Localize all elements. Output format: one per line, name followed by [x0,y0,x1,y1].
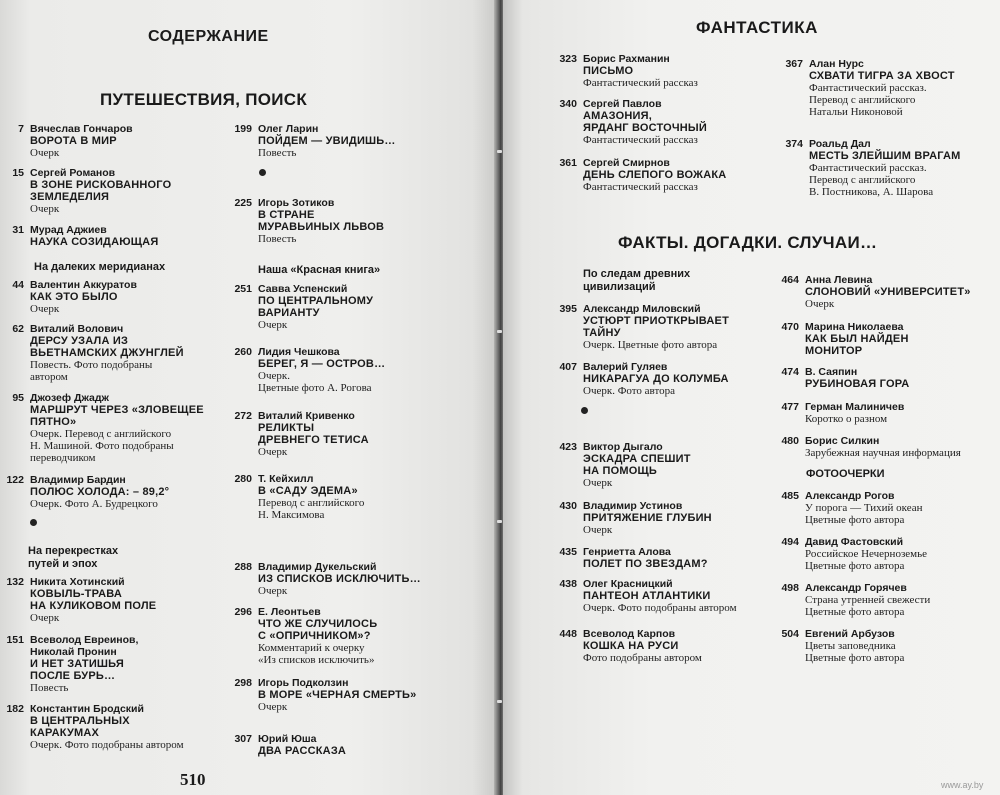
toc-author: Олег Ларин [258,123,319,135]
toc-page-number: 296 [234,606,252,618]
toc-page-number: 260 [234,346,252,358]
bullet-dot [259,169,266,176]
toc-title: МАРШРУТ ЧЕРЕЗ «ЗЛОВЕЩЕЕ ПЯТНО» [30,404,204,428]
toc-note: Страна утренней свежести Цветные фото автора [805,594,931,618]
toc-author: Виталий Кривенко [258,410,355,422]
toc-author: Анна Левина [805,274,873,286]
toc-author: Давид Фастовский [805,536,904,548]
toc-title: БЕРЕГ, Я — ОСТРОВ… [258,358,386,370]
toc-author: Олег Красницкий [583,578,673,590]
section-title-fantasy: ФАНТАСТИКА [696,18,818,37]
toc-author: Мурад Аджиев [30,224,107,236]
toc-author: В. Саяпин [805,366,858,378]
toc-title: АМАЗОНИЯ, ЯРДАНГ ВОСТОЧНЫЙ [583,110,708,134]
toc-title: КОШКА НА РУСИ [583,640,679,652]
toc-title: КАК БЫЛ НАЙДЕН МОНИТОР [805,333,909,357]
toc-title: КОВЫЛЬ-ТРАВА НА КУЛИКОВОМ ПОЛЕ [30,588,157,612]
toc-author: Генриетта Алова [583,546,671,558]
toc-page-number: 251 [234,283,252,295]
toc-note: Очерк [583,477,613,489]
toc-author: Савва Успенский [258,283,348,295]
toc-author: Роальд Дал [809,138,871,150]
toc-note: Фантастический рассказ. Перевод с английского Натальи Никоновой [809,82,927,118]
toc-page-number: 182 [6,703,24,715]
toc-author: Александр Горячев [805,582,907,594]
toc-page-number: 464 [781,274,799,286]
toc-note: Фантастический рассказ [583,134,698,146]
toc-title: ПОЛЕТ ПО ЗВЕЗДАМ? [583,558,708,570]
toc-author: Виктор Дыгало [583,441,663,453]
toc-page-number: 15 [12,167,24,179]
toc-note: Очерк [30,303,60,315]
toc-title: В «САДУ ЭДЕМА» [258,485,358,497]
toc-author: Борис Силкин [805,435,880,447]
toc-page-number: 7 [18,123,24,135]
toc-title: ДВА РАССКАЗА [258,745,347,757]
toc-author: Владимир Бардин [30,474,126,486]
toc-page-number: 504 [781,628,799,640]
toc-title: УСТЮРТ ПРИОТКРЫВАЕТ ТАЙНУ [583,315,729,339]
toc-title: ПОЛЮС ХОЛОДА: – 89,2° [30,486,170,498]
toc-author: Юрий Юша [258,733,317,745]
toc-note: Очерк. Фото автора [583,385,676,397]
toc-page-number: 95 [12,392,24,404]
toc-title: КАК ЭТО БЫЛО [30,291,118,303]
toc-author: Валентин Аккуратов [30,279,137,291]
toc-page-number: 395 [559,303,577,315]
toc-author: Марина Николаева [805,321,904,333]
right-page [503,0,1000,795]
toc-author: Лидия Чешкова [258,346,340,358]
toc-page-number: 470 [781,321,799,333]
toc-author: Всеволод Карпов [583,628,676,640]
left-page [0,0,497,795]
toc-page-number: 374 [785,138,803,150]
toc-title: И НЕТ ЗАТИШЬЯ ПОСЛЕ БУРЬ… [30,658,124,682]
toc-page-number: 430 [559,500,577,512]
toc-title: НАУКА СОЗИДАЮЩАЯ [30,236,159,248]
toc-title: ЭСКАДРА СПЕШИТ НА ПОМОЩЬ [583,453,691,477]
toc-author: Вячеслав Гончаров [30,123,133,135]
toc-author: Борис Рахманин [583,53,670,65]
toc-page-number: 132 [6,576,24,588]
toc-page-number: 307 [234,733,252,745]
toc-note: Очерк [583,524,613,536]
toc-title: ЧТО ЖЕ СЛУЧИЛОСЬ С «ОПРИЧНИКОМ»? [258,618,378,642]
subsection-photo-essays: ФОТООЧЕРКИ [806,468,885,480]
toc-page-number: 477 [781,401,799,413]
toc-page-number: 122 [6,474,24,486]
toc-title: РУБИНОВАЯ ГОРА [805,378,910,390]
toc-title: НИКАРАГУА ДО КОЛУМБА [583,373,729,385]
toc-note: Коротко о разном [805,413,888,425]
toc-note: Очерк [805,298,835,310]
toc-author: Никита Хотинский [30,576,125,588]
toc-page-number: 474 [781,366,799,378]
toc-page-number: 62 [12,323,24,335]
toc-note: Повесть [258,147,297,159]
toc-note: Очерк. Фото подобраны автором [583,602,737,614]
toc-note: Очерк. Фото подобраны автором [30,739,184,751]
toc-author: Джозеф Джадж [30,392,109,404]
toc-note: Российское Нечерноземье Цветные фото автора [805,548,928,572]
toc-author: Е. Леонтьев [258,606,321,618]
toc-title: В ЗОНЕ РИСКОВАННОГО ЗЕМЛЕДЕЛИЯ [30,179,172,203]
toc-note: Очерк [30,203,60,215]
toc-title: МЕСТЬ ЗЛЕЙШИМ ВРАГАМ [809,150,961,162]
toc-title: ПАНТЕОН АТЛАНТИКИ [583,590,711,602]
toc-title: ДЕНЬ СЛЕПОГО ВОЖАКА [583,169,727,181]
binding-stitch [497,150,502,153]
subsection-crossroads: На перекрестках путей и эпох [28,545,119,570]
toc-page-number: 272 [234,410,252,422]
toc-title: ИЗ СПИСКОВ ИСКЛЮЧИТЬ… [258,573,421,585]
toc-page-number: 280 [234,473,252,485]
toc-page-number: 448 [559,628,577,640]
toc-title: РЕЛИКТЫ ДРЕВНЕГО ТЕТИСА [258,422,369,446]
toc-author: Т. Кейхилл [258,473,314,485]
toc-author: Евгений Арбузов [805,628,895,640]
toc-title: ДЕРСУ УЗАЛА ИЗ ВЬЕТНАМСКИХ ДЖУНГЛЕЙ [30,335,184,359]
toc-author: Валерий Гуляев [583,361,668,373]
section-title-travel: ПУТЕШЕСТВИЯ, ПОИСК [100,90,308,109]
toc-author: Владимир Устинов [583,500,683,512]
toc-page-number: 199 [234,123,252,135]
toc-author: Владимир Дукельский [258,561,377,573]
toc-title: ПИСЬМО [583,65,634,77]
toc-title: СХВАТИ ТИГРА ЗА ХВОСТ [809,70,955,82]
toc-author: Виталий Волович [30,323,124,335]
toc-page-number: 361 [559,157,577,169]
toc-title: ПОЙДЕМ — УВИДИШЬ… [258,135,396,147]
binding-stitch [497,330,502,333]
toc-title: В МОРЕ «ЧЕРНАЯ СМЕРТЬ» [258,689,417,701]
toc-note: Перевод с английского Н. Максимова [258,497,365,521]
toc-note: Очерк. Перевод с английского Н. Машиной. Фото подобраны переводчиком [30,428,174,464]
toc-author: Всеволод Евреинов, Николай Пронин [30,634,139,658]
toc-page-number: 225 [234,197,252,209]
toc-page-number: 44 [12,279,24,291]
toc-author: Сергей Смирнов [583,157,670,169]
toc-page-number: 323 [559,53,577,65]
toc-author: Герман Малиничев [805,401,905,413]
toc-author: Игорь Подколзин [258,677,349,689]
toc-note: Очерк [258,319,288,331]
section-title-facts: ФАКТЫ. ДОГАДКИ. СЛУЧАИ… [618,233,878,252]
toc-author: Константин Бродский [30,703,144,715]
toc-author: Сергей Романов [30,167,116,179]
toc-title: ПРИТЯЖЕНИЕ ГЛУБИН [583,512,712,524]
binding-stitch [497,520,502,523]
toc-author: Игорь Зотиков [258,197,335,209]
toc-note: Очерк. Фото А. Будрецкого [30,498,158,510]
toc-page-number: 480 [781,435,799,447]
toc-note: Повесть [30,682,69,694]
toc-page-number: 435 [559,546,577,558]
subsection-far-meridians: На далеких меридианах [34,261,166,273]
toc-note: Повесть [258,233,297,245]
toc-page-number: 494 [781,536,799,548]
toc-note: Очерк [30,612,60,624]
subsection-ancient-civilizations: По следам древних цивилизаций [583,268,691,293]
toc-note: Фото подобраны автором [583,652,702,664]
toc-title: СЛОНОВИЙ «УНИВЕРСИТЕТ» [805,286,971,298]
toc-page-number: 298 [234,677,252,689]
contents-heading: СОДЕРЖАНИЕ [148,28,269,45]
subsection-red-book: Наша «Красная книга» [258,264,381,276]
toc-note: Очерк [258,446,288,458]
toc-author: Сергей Павлов [583,98,662,110]
toc-title: ВОРОТА В МИР [30,135,117,147]
toc-title: В ЦЕНТРАЛЬНЫХ КАРАКУМАХ [30,715,130,739]
toc-page-number: 423 [559,441,577,453]
toc-page-number: 288 [234,561,252,573]
toc-page-number: 407 [559,361,577,373]
toc-page-number: 340 [559,98,577,110]
toc-note: Очерк [258,585,288,597]
toc-title: ПО ЦЕНТРАЛЬНОМУ ВАРИАНТУ [258,295,374,319]
toc-page-number: 498 [781,582,799,594]
toc-note: Очерк. Цветные фото А. Рогова [258,370,372,394]
toc-note: Цветы заповедника Цветные фото автора [805,640,905,664]
watermark: www.ay.by [941,780,984,790]
toc-note: Фантастический рассказ [583,77,698,89]
toc-note: У порога — Тихий океан Цветные фото автора [805,502,923,526]
toc-note: Очерк [30,147,60,159]
toc-page-number: 438 [559,578,577,590]
toc-note: Очерк [258,701,288,713]
toc-page-number: 485 [781,490,799,502]
toc-note: Зарубежная научная информация [805,447,961,459]
toc-note: Комментарий к очерку «Из списков исключить» [258,642,375,666]
bullet-dot [581,407,588,414]
toc-page-number: 31 [12,224,24,236]
toc-note: Очерк. Цветные фото автора [583,339,718,351]
bullet-dot [30,519,37,526]
toc-author: Алан Нурс [809,58,864,70]
toc-note: Повесть. Фото подобраны автором [30,359,153,383]
toc-note: Фантастический рассказ [583,181,698,193]
page-number: 510 [180,770,206,789]
binding-stitch [497,700,502,703]
toc-author: Александр Рогов [805,490,895,502]
toc-note: Фантастический рассказ. Перевод с английского В. Постникова, А. Шарова [809,162,934,198]
toc-title: В СТРАНЕ МУРАВЬИНЫХ ЛЬВОВ [258,209,385,233]
toc-author: Александр Миловский [583,303,701,315]
toc-page-number: 151 [6,634,24,646]
toc-page-number: 367 [785,58,803,70]
